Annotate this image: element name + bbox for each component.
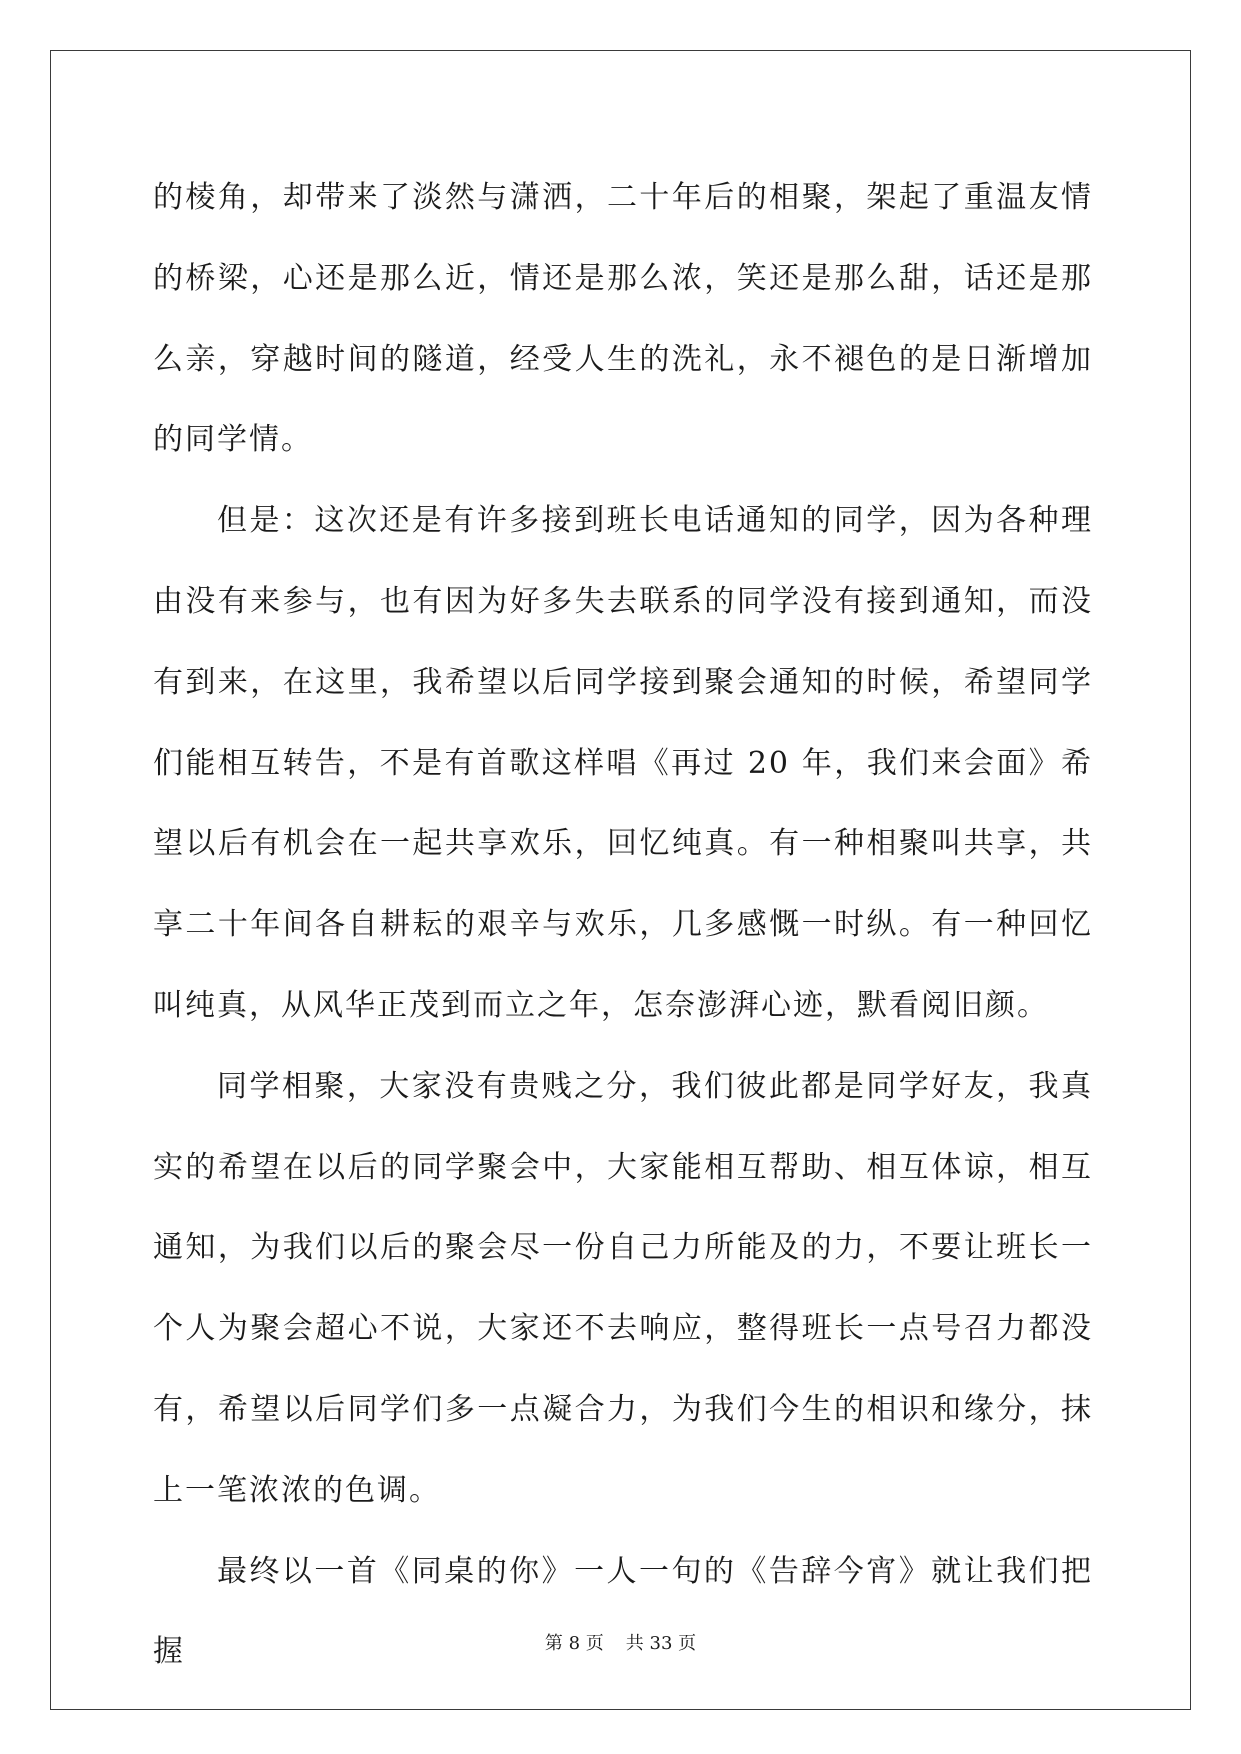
- page-footer: [0, 1632, 1241, 1656]
- paragraph-3: 同学相聚，大家没有贵贱之分，我们彼此都是同学好友，我真实的希望在以后的同学聚会中，大家能相互帮助、相互体谅，相互通知，为我们以后的聚会尽一份自己力所能及的力，不要让班长一个人为聚会超心不说，大家还不去响应，整得班长一点号召力都没有，希望以后同学们多一点凝合力，为我们今生的相识和缘分，抹上一笔浓浓的色调。: [153, 1068, 1093, 1508]
- paragraph-4: 最终以一首《同桌的你》一人一句的《告辞今宵》就让我们把握: [153, 1553, 1093, 1670]
- document-body: [153, 158, 1093, 1693]
- paragraph-2: 但是：这次还是有许多接到班长电话通知的同学，因为各种理由没有来参与，也有因为好多失去联系的同学没有接到通知，而没有到来，在这里，我希望以后同学接到聚会通知的时候，希望同学们能相互转告，不是有首歌这样唱《再过 20 年，我们来会面》希望以后有机会在一起共享欢乐，回忆纯真。有一种相聚叫共享，共享二十年间各自耕耘的艰辛与欢乐，几多感慨一时纵。有一种回忆叫纯真，从风华正茂到而立之年，怎奈澎湃心迹，默看阅旧颜。: [153, 503, 1093, 1023]
- page-total: 共 33 页: [625, 1633, 697, 1654]
- page-number: 第 8 页: [544, 1633, 604, 1654]
- paragraph-1: 的棱角，却带来了淡然与潇洒，二十年后的相聚，架起了重温友情的桥梁，心还是那么近，情还是那么浓，笑还是那么甜，话还是那么亲，穿越时间的隧道，经受人生的洗礼，永不褪色的是日渐增加的同学情。: [153, 180, 1093, 458]
